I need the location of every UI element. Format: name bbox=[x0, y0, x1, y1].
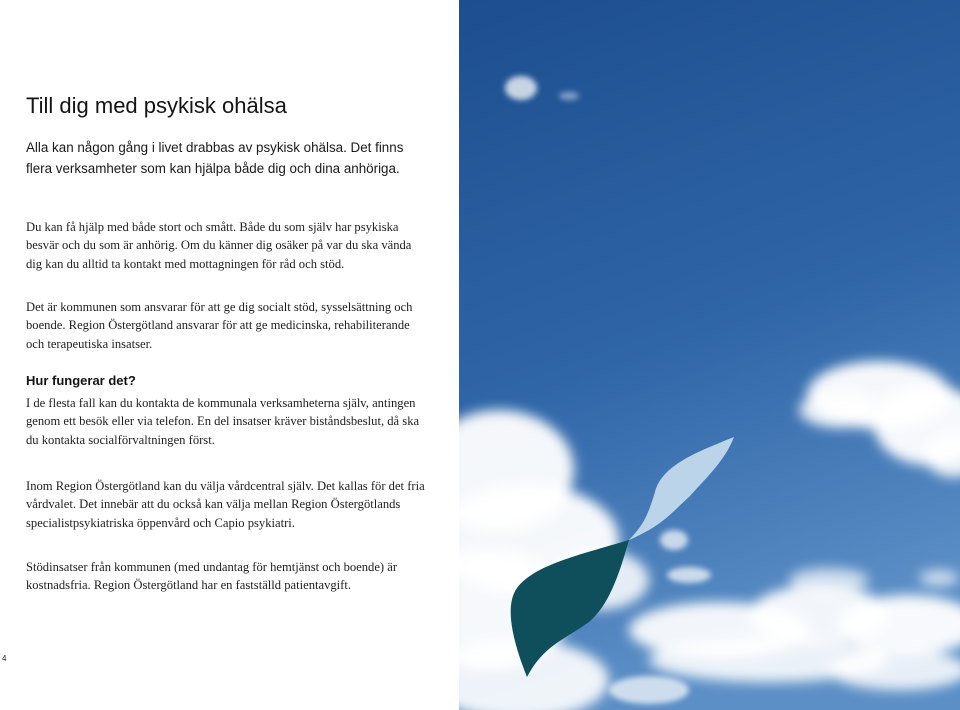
sky-photo bbox=[459, 0, 960, 710]
section-heading: Hur fungerar det? bbox=[26, 373, 136, 388]
intro-paragraph: Alla kan någon gång i livet drabbas av psykisk ohälsa. Det finns flera verksamheter som kan hjälpa både dig och dina anhöriga. bbox=[26, 140, 404, 176]
body-paragraph-1: Du kan få hjälp med både stort och smått. Både du som själv har psykiska besvär och du som är anhörig. Om du känner dig osäker på var du ska vända dig kan du alltid ta kontakt med mottagningen för råd och stöd. bbox=[26, 220, 412, 271]
body-paragraph-4: Inom Region Östergötland kan du välja vårdcentral själv. Det kallas för det fria vårdvalet. Det innebär att du också kan välja mellan Region Östergötlands specialistpsykiatriska öppenvård och Capio psykiatri. bbox=[26, 479, 425, 530]
body-paragraph-2: Det är kommunen som ansvarar för att ge dig socialt stöd, sysselsättning och boende. Region Östergötland ansvarar för att ge medicinska, rehabiliterande och terapeutiska insatser. bbox=[26, 300, 413, 351]
body-paragraph-5: Stödinsatser från kommunen (med undantag för hemtjänst och boende) är kostnadsfria. Region Östergötland har en fastställd patientavgift. bbox=[26, 560, 398, 593]
text-page bbox=[0, 0, 459, 710]
sky-illustration bbox=[459, 0, 960, 710]
page-number: 4 bbox=[2, 654, 7, 663]
page-title: Till dig med psykisk ohälsa bbox=[26, 93, 287, 118]
body-paragraph-3: I de flesta fall kan du kontakta de kommunala verksamheterna själv, antingen genom ett besök eller via telefon. En del insatser kräver biståndsbeslut, då ska du kontakta socialförvaltningen först. bbox=[26, 396, 420, 447]
